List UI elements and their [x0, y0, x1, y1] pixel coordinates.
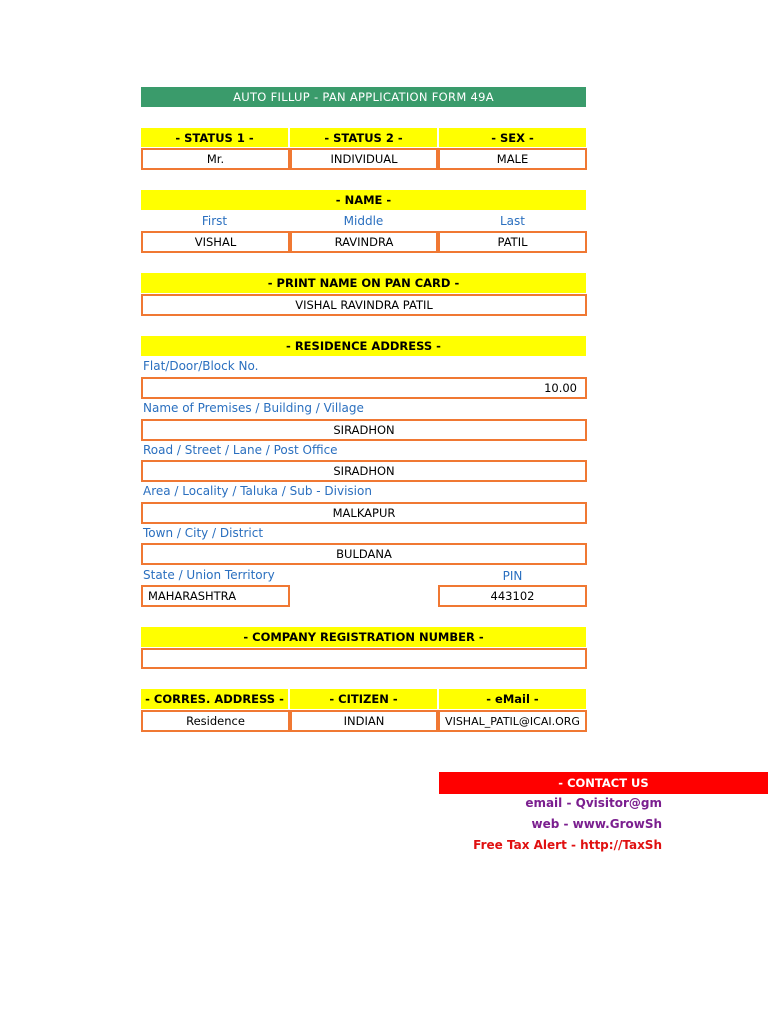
premises-field[interactable]: SIRADHON [141, 419, 587, 441]
contact-email-line[interactable]: email - Qvisitor@gm [525, 796, 662, 810]
name-header: - NAME - [141, 190, 586, 210]
citizen-header: - CITIZEN - [290, 689, 437, 709]
email-header: - eMail - [439, 689, 586, 709]
town-label: Town / City / District [143, 526, 264, 540]
road-field[interactable]: SIRADHON [141, 460, 587, 482]
flat-field[interactable]: 10.00 [141, 377, 587, 399]
status1-field[interactable]: Mr. [141, 148, 290, 170]
contact-us-header: - CONTACT US [439, 772, 768, 794]
road-label: Road / Street / Lane / Post Office [143, 443, 338, 457]
sex-field[interactable]: MALE [438, 148, 587, 170]
last-name-label: Last [500, 214, 525, 228]
flat-label: Flat/Door/Block No. [143, 359, 259, 373]
contact-web-line[interactable]: web - www.GrowSh [531, 817, 662, 831]
print-name-field[interactable]: VISHAL RAVINDRA PATIL [141, 294, 587, 316]
area-field[interactable]: MALKAPUR [141, 502, 587, 524]
pin-field[interactable]: 443102 [438, 585, 587, 607]
company-registration-field[interactable] [141, 648, 587, 669]
state-label: State / Union Territory [143, 568, 275, 582]
corres-address-field[interactable]: Residence [141, 710, 290, 732]
print-name-header: - PRINT NAME ON PAN CARD - [141, 273, 586, 293]
email-field[interactable]: VISHAL_PATIL@ICAI.ORG [438, 710, 587, 732]
first-name-label: First [201, 214, 228, 228]
status2-field[interactable]: INDIVIDUAL [290, 148, 438, 170]
first-name-field[interactable]: VISHAL [141, 231, 290, 253]
residence-address-header: - RESIDENCE ADDRESS - [141, 336, 586, 356]
corres-address-header: - CORRES. ADDRESS - [141, 689, 288, 709]
last-name-field[interactable]: PATIL [438, 231, 587, 253]
status2-header: - STATUS 2 - [290, 128, 437, 147]
state-field[interactable]: MAHARASHTRA [141, 585, 290, 607]
area-label: Area / Locality / Taluka / Sub - Division [143, 484, 372, 498]
premises-label: Name of Premises / Building / Village [143, 401, 364, 415]
town-field[interactable]: BULDANA [141, 543, 587, 565]
status1-header: - STATUS 1 - [141, 128, 288, 147]
middle-name-label: Middle [343, 214, 384, 228]
company-registration-header: - COMPANY REGISTRATION NUMBER - [141, 627, 586, 647]
citizen-field[interactable]: INDIAN [290, 710, 438, 732]
middle-name-field[interactable]: RAVINDRA [290, 231, 438, 253]
pin-label: PIN [502, 569, 523, 583]
contact-tax-alert-line[interactable]: Free Tax Alert - http://TaxSh [473, 838, 662, 852]
sex-header: - SEX - [439, 128, 586, 147]
form-title: AUTO FILLUP - PAN APPLICATION FORM 49A [141, 87, 586, 107]
